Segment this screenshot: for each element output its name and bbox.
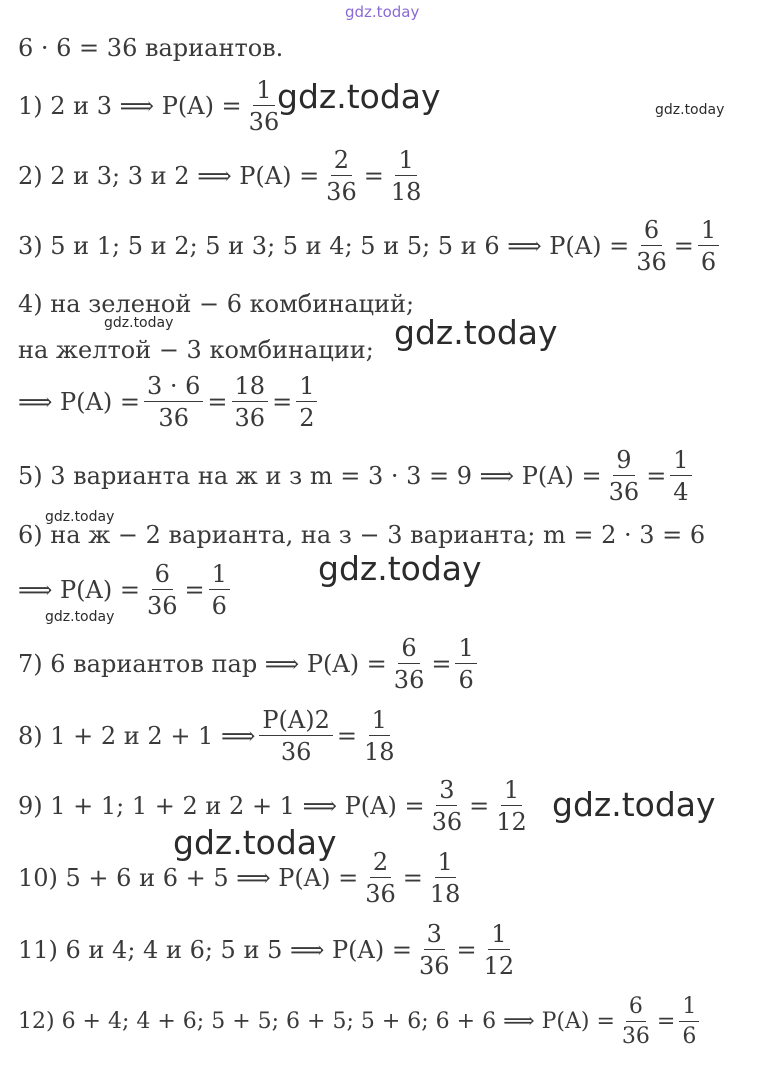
numerator: 3 (424, 922, 445, 950)
fraction (144, 562, 181, 618)
fraction (388, 148, 425, 204)
fraction (361, 708, 398, 764)
fraction (259, 708, 332, 764)
denominator: 36 (393, 666, 425, 694)
item-4-text-a: 4) на зеленой − 6 комбинаций; (18, 290, 415, 318)
numerator: 1 (209, 562, 230, 590)
equals-sign: = (272, 388, 293, 416)
denominator: 6 (682, 1024, 697, 1049)
numerator: 1 (395, 148, 416, 176)
item-7-text: 7) 6 вариантов пар ⟹ P(A) = (18, 650, 387, 678)
item-7 (18, 636, 481, 692)
watermark: gdz.today (45, 509, 115, 525)
equals-sign: = (456, 936, 477, 964)
denominator: 18 (429, 880, 461, 908)
denominator: 36 (248, 108, 280, 136)
fraction (429, 778, 466, 834)
numerator: 9 (613, 448, 634, 476)
item-3 (18, 218, 723, 274)
item-9-text: 9) 1 + 1; 1 + 2 и 2 + 1 ⟹ P(A) = (18, 792, 425, 820)
item-6-text-b: ⟹ P(A) = (18, 576, 140, 604)
item-6-line-a (18, 523, 705, 547)
equals-sign: = (656, 1009, 676, 1034)
item-11-text: 11) 6 и 4; 4 и 6; 5 и 5 ⟹ P(A) = (18, 936, 412, 964)
numerator: 1 (369, 708, 390, 736)
denominator: 36 (234, 404, 266, 432)
fraction (209, 562, 230, 618)
denominator: 12 (483, 952, 515, 980)
item-12 (18, 996, 703, 1048)
numerator: 2 (370, 850, 391, 878)
denominator: 6 (211, 592, 227, 620)
fraction (679, 996, 699, 1048)
watermark: gdz.today (104, 315, 174, 331)
denominator: 36 (158, 404, 189, 432)
numerator: 6 (626, 996, 646, 1022)
fraction (619, 996, 653, 1048)
denominator: 18 (363, 738, 395, 766)
fraction (416, 922, 453, 978)
item-10 (18, 850, 467, 906)
numerator: 1 (488, 922, 509, 950)
intro-line (18, 36, 283, 60)
item-11 (18, 922, 521, 978)
fraction (323, 148, 360, 204)
intro-text: 6 · 6 = 36 вариантов. (18, 34, 284, 62)
denominator: 36 (431, 808, 463, 836)
denominator: 36 (418, 952, 450, 980)
fraction (246, 78, 283, 134)
item-3-text: 3) 5 и 1; 5 и 2; 5 и 3; 5 и 4; 5 и 5; 5 и 6 ⟹ P(A) = (18, 232, 630, 260)
denominator: 18 (390, 178, 422, 206)
fraction (493, 778, 530, 834)
numerator: 2 (331, 148, 352, 176)
denominator: 6 (458, 666, 474, 694)
numerator: 1 (670, 448, 691, 476)
equals-sign: = (469, 792, 490, 820)
numerator: 18 (232, 374, 269, 402)
item-12-text: 12) 6 + 4; 4 + 6; 5 + 5; 6 + 5; 5 + 6; 6 + 6 ⟹ P(A) = (18, 1009, 615, 1034)
denominator: 36 (621, 1024, 650, 1049)
item-4-line-a (18, 292, 414, 316)
numerator: 3 · 6 (144, 374, 203, 402)
numerator: 1 (435, 850, 456, 878)
denominator: 36 (608, 478, 640, 506)
numerator: 1 (501, 778, 522, 806)
denominator: 2 (299, 404, 315, 432)
watermark: gdz.today (318, 549, 482, 588)
denominator: 36 (146, 592, 178, 620)
item-8 (18, 708, 402, 764)
denominator: 36 (280, 738, 312, 766)
equals-sign: = (673, 232, 694, 260)
numerator: 3 (436, 778, 457, 806)
numerator: 1 (679, 996, 699, 1022)
numerator: 1 (296, 374, 317, 402)
equals-sign: = (402, 864, 423, 892)
item-9 (18, 778, 534, 834)
watermark: gdz.today (173, 823, 337, 862)
equals-sign: = (363, 162, 384, 190)
denominator: 36 (365, 880, 396, 908)
denominator: 6 (700, 248, 717, 276)
item-4-line-c (18, 374, 321, 430)
watermark: gdz.today (45, 609, 115, 625)
item-1-text: 1) 2 и 3 ⟹ P(A) = (18, 92, 242, 120)
item-6-line-b (18, 562, 234, 618)
item-5-text: 5) 3 варианта на ж и з m = 3 · 3 = 9 ⟹ P(A) = (18, 462, 602, 490)
fraction (362, 850, 399, 906)
item-1 (18, 78, 286, 134)
item-2 (18, 148, 428, 204)
denominator: 12 (496, 808, 527, 836)
denominator: 36 (326, 178, 357, 206)
equals-sign: = (646, 462, 667, 490)
equals-sign: = (184, 576, 205, 604)
watermark: gdz.today (552, 785, 716, 824)
item-4-line-b (18, 338, 374, 362)
equals-sign: = (207, 388, 228, 416)
fraction (391, 636, 428, 692)
item-6-text-a: 6) на ж − 2 варианта, на з − 3 варианта; m = 2 · 3 = 6 (18, 521, 706, 549)
numerator: 6 (641, 218, 662, 246)
watermark-top: gdz.today (345, 3, 420, 21)
fraction (481, 922, 518, 978)
item-10-text: 10) 5 + 6 и 6 + 5 ⟹ P(A) = (18, 864, 359, 892)
numerator: P(A)2 (259, 708, 332, 736)
denominator: 36 (636, 248, 667, 276)
fraction (144, 374, 203, 430)
denominator: 4 (673, 478, 689, 506)
watermark: gdz.today (655, 102, 725, 118)
numerator: 1 (253, 78, 274, 106)
equals-sign: = (336, 722, 357, 750)
numerator: 6 (398, 636, 419, 664)
item-2-text: 2) 2 и 3; 3 и 2 ⟹ P(A) = (18, 162, 320, 190)
fraction (670, 448, 691, 504)
numerator: 6 (152, 562, 173, 590)
watermark: gdz.today (394, 313, 558, 352)
fraction (455, 636, 476, 692)
fraction (606, 448, 643, 504)
watermark: gdz.today (277, 77, 441, 116)
numerator: 1 (698, 218, 719, 246)
equals-sign: = (431, 650, 452, 678)
fraction (427, 850, 464, 906)
item-4-text-c: ⟹ P(A) = (18, 388, 140, 416)
fraction (698, 218, 719, 274)
numerator: 1 (455, 636, 476, 664)
item-5 (18, 448, 696, 504)
fraction (232, 374, 269, 430)
item-4-text-b: на желтой − 3 комбинации; (18, 336, 374, 364)
fraction (633, 218, 670, 274)
fraction (296, 374, 317, 430)
item-8-text: 8) 1 + 2 и 2 + 1 ⟹ (18, 722, 256, 750)
